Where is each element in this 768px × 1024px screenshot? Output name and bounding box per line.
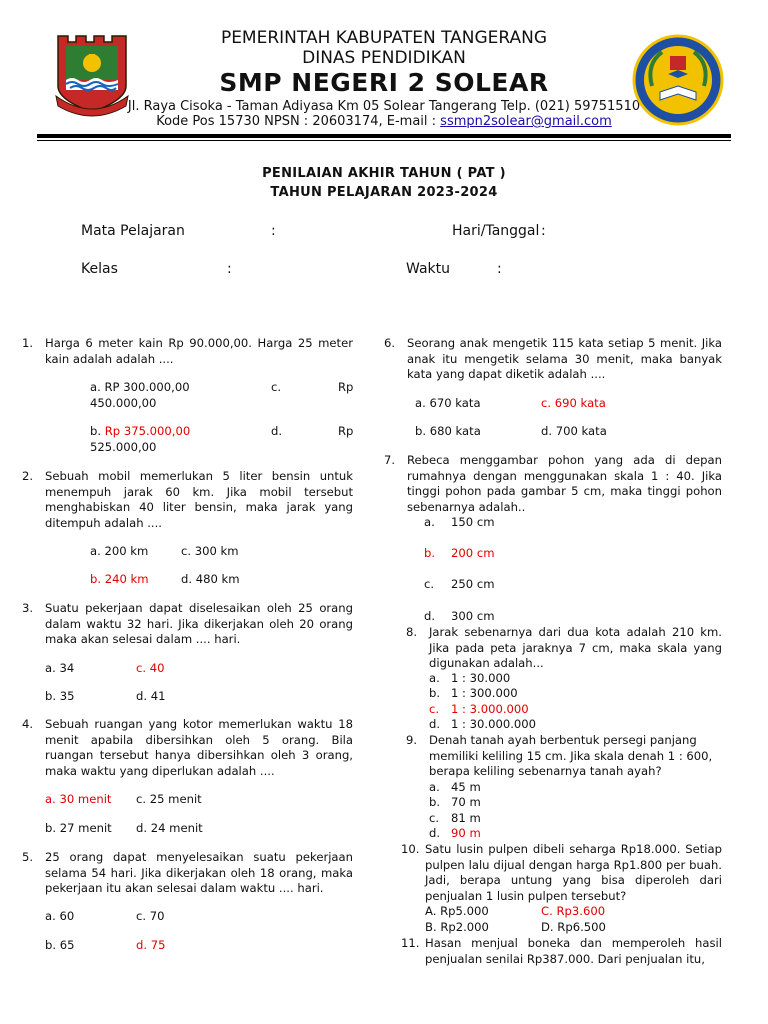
question-text: Suatu pekerjaan dapat diselesaikan oleh 25 orang dalam waktu 32 hari. Jika dikerjakan oleh 20 orang maka akan selesai dalam .... hari. xyxy=(45,601,353,646)
option-a: 45 m xyxy=(451,780,481,794)
question-number: 8. xyxy=(406,625,418,639)
option-c: 250 cm xyxy=(451,577,495,591)
option-d-letter: d. xyxy=(271,424,283,438)
school-name: SMP NEGERI 2 SOLEAR xyxy=(219,68,549,97)
option-c-answer: c. 690 kata xyxy=(541,396,606,410)
option-b: b. 35 xyxy=(45,689,75,703)
subject-colon: : xyxy=(271,223,276,239)
option-c-letter: c. xyxy=(424,577,435,591)
question-number: 9. xyxy=(406,733,418,747)
subject-label: Mata Pelajaran xyxy=(81,223,185,239)
option-c-letter: c. xyxy=(429,811,440,825)
school-emblem-logo xyxy=(632,34,724,126)
option-b: B. Rp2.000 xyxy=(425,920,489,934)
option-c: 81 m xyxy=(451,811,481,825)
option-d-answer: 90 m xyxy=(451,826,481,840)
question-text: Seorang anak mengetik 115 kata setiap 5 menit. Jika anak itu mengetik selama 30 menit, maka banyak kata yang dapat diketik adalah .... xyxy=(407,336,722,381)
day-label: Hari/Tanggal xyxy=(452,223,540,239)
option-b-letter: b. xyxy=(90,424,105,438)
question-text: Rebeca menggambar pohon yang ada di depan rumahnya dengan menggunakan skala 1 : 40. Jika tinggi pohon pada gambar 5 cm, maka tinggi pohon sebenarnya adalah.. xyxy=(407,453,722,514)
option-d-letter: d. xyxy=(429,826,441,840)
option-b xyxy=(90,424,190,440)
question-text-line: memiliki keliling 15 cm. Jika skala denah 1 : 600, xyxy=(429,749,713,763)
question-text: Jarak sebenarnya dari dua kota adalah 210 km. Jika pada peta jaraknya 7 cm, maka skala yang digunakan adalah... xyxy=(429,625,722,670)
option-b-answer: 200 cm xyxy=(451,546,495,560)
option-b: b. 65 xyxy=(45,938,75,952)
option-c-answer: C. Rp3.600 xyxy=(541,904,606,918)
option-d-answer: d. 75 xyxy=(136,938,166,952)
class-colon: : xyxy=(227,261,232,277)
exam-year: TAHUN PELAJARAN 2023-2024 xyxy=(270,185,498,200)
option-a-letter: a. xyxy=(429,780,440,794)
question-number: 1. xyxy=(22,336,34,350)
question-number: 3. xyxy=(22,601,34,615)
option-d: d. 480 km xyxy=(181,572,240,586)
exam-title: PENILAIAN AKHIR TAHUN ( PAT ) xyxy=(262,166,506,181)
option-b: b. 680 kata xyxy=(415,424,481,438)
time-colon: : xyxy=(497,261,502,277)
question-number: 7. xyxy=(384,453,396,467)
question-text: Sebuah mobil memerlukan 5 liter bensin untuk menempuh jarak 60 km. Jika mobil tersebut menghabiskan 40 liter bensin, maka jarak yang ditempuh adalah .... xyxy=(45,469,353,530)
option-b-answer: b. 240 km xyxy=(90,572,149,586)
option-a-letter: a. xyxy=(429,671,440,685)
option-c-answer: 1 : 3.000.000 xyxy=(451,702,529,716)
email-link[interactable]: ssmpn2solear@gmail.com xyxy=(440,114,612,129)
question-text-line: berapa keliling sebenarnya tanah ayah? xyxy=(429,764,662,778)
option-c-letter: c. xyxy=(429,702,440,716)
option-a: 1 : 30.000 xyxy=(451,671,511,685)
option-b: b. 27 menit xyxy=(45,821,112,835)
option-d-letter: d. xyxy=(424,609,436,623)
option-d-letter: d. xyxy=(429,717,441,731)
option-b: 70 m xyxy=(451,795,481,809)
option-a: a. 200 km xyxy=(90,544,149,558)
question-text: Harga 6 meter kain Rp 90.000,00. Harga 25 meter kain adalah adalah .... xyxy=(45,336,353,366)
option-a: 150 cm xyxy=(451,515,495,529)
option-d: 300 cm xyxy=(451,609,495,623)
option-a: a. RP 300.000,00 xyxy=(90,380,190,394)
option-c: c. 70 xyxy=(136,909,165,923)
postal-text: Kode Pos 15730 NPSN : 20603174, E-mail : xyxy=(156,114,441,129)
option-a: a. 60 xyxy=(45,909,75,923)
option-d: 1 : 30.000.000 xyxy=(451,717,537,731)
question-text: Sebuah ruangan yang kotor memerlukan waktu 18 menit apabila dibersihkan oleh 5 orang. Bila ruangan tersebut hanya dibersihkan oleh 3 orang, maka waktu yang diperlukan adalah .... xyxy=(45,717,353,778)
question-number: 10. xyxy=(401,842,420,856)
option-b-letter: b. xyxy=(429,795,441,809)
question-number: 4. xyxy=(22,717,34,731)
question-text-line: Denah tanah ayah berbentuk persegi panjang xyxy=(429,733,697,747)
option-a: a. 34 xyxy=(45,661,75,675)
header-divider-thick xyxy=(37,134,731,138)
department-name: DINAS PENDIDIKAN xyxy=(302,48,466,68)
option-d-value: 525.000,00 xyxy=(90,440,157,454)
question-text: Satu lusin pulpen dibeli seharga Rp18.000. Setiap pulpen lalu dijual dengan harga Rp1.800 per buah. Jadi, berapa untung yang bisa diperoleh dari penjualan 1 lusin pulpen tersebut? xyxy=(425,842,722,903)
option-c-currency: Rp xyxy=(338,380,354,394)
option-b-letter: b. xyxy=(429,686,441,700)
option-c-letter: c. xyxy=(271,380,282,394)
header-divider-thin xyxy=(37,140,731,141)
option-c: c. 300 km xyxy=(181,544,239,558)
question-text: Hasan menjual boneka dan memperoleh hasil penjualan senilai Rp387.000. Dari penjualan itu, xyxy=(425,936,722,966)
school-address: Jl. Raya Cisoka - Taman Adiyasa Km 05 Solear Tangerang Telp. (021) 59751510 xyxy=(127,99,641,114)
time-label: Waktu xyxy=(406,261,450,277)
class-label: Kelas xyxy=(81,261,118,277)
option-a: a. 670 kata xyxy=(415,396,481,410)
option-d: D. Rp6.500 xyxy=(541,920,606,934)
option-c: c. 25 menit xyxy=(136,792,202,806)
option-a: A. Rp5.000 xyxy=(425,904,489,918)
question-number: 5. xyxy=(22,850,34,864)
option-c-answer: c. 40 xyxy=(136,661,165,675)
option-d-currency: Rp xyxy=(338,424,354,438)
option-a-answer: a. 30 menit xyxy=(45,792,112,806)
option-a-letter: a. xyxy=(424,515,435,529)
day-colon: : xyxy=(541,223,546,239)
answer-key: Rp 375.000,00 xyxy=(104,424,191,438)
question-text: 25 orang dapat menyelesaikan suatu pekerjaan selama 54 hari. Jika dikerjakan oleh 18 orang, maka pekerjaan itu akan selesai dalam waktu .... hari. xyxy=(45,850,353,895)
option-d: d. 41 xyxy=(136,689,166,703)
question-number: 2. xyxy=(22,469,34,483)
question-number: 11. xyxy=(401,936,420,950)
option-d: d. 24 menit xyxy=(136,821,203,835)
option-c-value: 450.000,00 xyxy=(90,396,157,410)
option-b: 1 : 300.000 xyxy=(451,686,518,700)
option-d: d. 700 kata xyxy=(541,424,607,438)
option-b-letter: b. xyxy=(424,546,436,560)
question-number: 6. xyxy=(384,336,396,350)
government-name: PEMERINTAH KABUPATEN TANGERANG xyxy=(220,28,548,48)
